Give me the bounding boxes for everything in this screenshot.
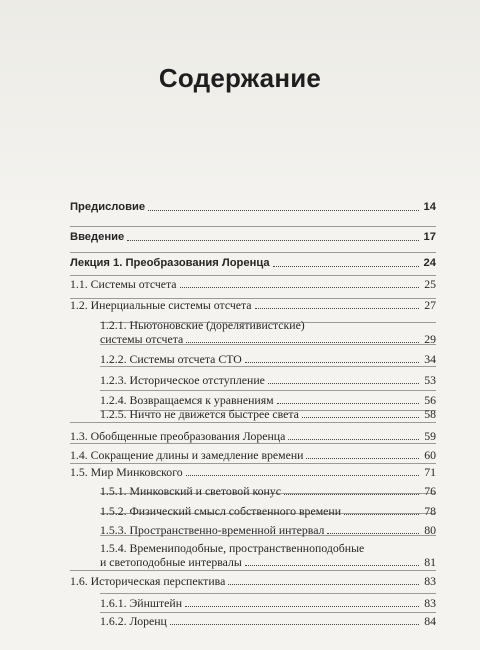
toc-entry-page: 56 (424, 393, 436, 407)
toc-entry-page: 17 (423, 231, 436, 243)
divider (100, 593, 436, 594)
divider (100, 612, 436, 613)
toc-entry-1-3[interactable] (70, 429, 436, 443)
dot-leader (245, 362, 419, 363)
toc-entry-title: 1.5.3. Пространственно-временной интервал (100, 523, 325, 537)
divider (70, 443, 436, 444)
toc-entry-title: 1.5.2. Физический смысл собственного времени (100, 504, 342, 518)
dot-leader (180, 287, 419, 288)
dot-leader (127, 240, 419, 241)
dot-leader (302, 417, 419, 418)
toc-entry-title: 1.2.1. Ньютоновские (дорелятивистские) (100, 318, 305, 332)
toc-entry-1-5-3[interactable] (100, 523, 436, 537)
toc-entry-1-2-5[interactable] (100, 407, 436, 421)
toc-entry-title: 1.6.1. Эйнштейн (100, 596, 183, 610)
divider (100, 366, 436, 367)
divider (70, 570, 436, 571)
toc-entry-1-2-3[interactable] (100, 373, 436, 387)
toc-entry-page: 25 (424, 277, 436, 291)
divider (70, 463, 436, 464)
divider (100, 390, 436, 391)
toc-entry-title: 1.2. Инерциальные системы отсчета (70, 298, 252, 312)
dot-leader (327, 533, 419, 534)
toc-entry-title: 1.2.2. Системы отсчета СТО (100, 352, 242, 366)
toc-entry-title: Предисловие (70, 201, 146, 213)
toc-entry-1-2-4[interactable] (100, 393, 436, 407)
toc-entry-1-2[interactable] (70, 298, 436, 312)
toc-entry-title-continued: и светоподобные интервалы (100, 555, 242, 569)
toc-entry-title: 1.6.2. Лоренц (100, 614, 167, 628)
toc-entry-page: 84 (424, 614, 436, 628)
toc-entry-page: 71 (424, 465, 436, 479)
toc-entry-1-2-1-line1[interactable] (100, 318, 436, 332)
toc-entry-title: 1.5.1. Минковский и световой конус (100, 484, 281, 498)
toc-entry-1-5[interactable] (70, 465, 436, 479)
toc-entry-lecture-1[interactable] (70, 256, 436, 270)
toc-entry-title: 1.3. Обобщенные преобразования Лоренца (70, 429, 286, 443)
toc-entry-introduction[interactable] (70, 230, 436, 244)
toc-entry-page: 58 (424, 407, 436, 421)
toc-entry-title: 1.6. Историческая перспектива (70, 574, 226, 588)
toc-entry-1-4[interactable] (70, 448, 436, 462)
toc-entry-title-continued: системы отсчета (100, 332, 184, 346)
dot-leader (306, 458, 419, 459)
dot-leader (344, 514, 419, 515)
toc-entry-1-2-1[interactable] (100, 332, 436, 346)
toc-entry-page: 27 (424, 298, 436, 312)
toc-entry-page: 76 (424, 484, 436, 498)
dot-leader (186, 342, 419, 343)
toc-entry-1-6-2[interactable] (100, 614, 436, 628)
toc-entry-page: 80 (424, 523, 436, 537)
divider (70, 275, 436, 276)
toc-entry-1-5-4[interactable] (100, 555, 436, 569)
toc-entry-page: 34 (424, 352, 436, 366)
toc-entry-1-5-4-line1[interactable] (100, 541, 436, 555)
toc-entry-page: 24 (423, 257, 436, 269)
toc-entry-page: 78 (424, 504, 436, 518)
toc-entry-preface[interactable] (70, 200, 436, 214)
toc-entry-title: Лекция 1. Преобразования Лоренца (70, 257, 270, 269)
toc-entry-page: 14 (423, 201, 436, 213)
toc-entry-title: 1.1. Системы отсчета (70, 277, 177, 291)
dot-leader (228, 584, 419, 585)
toc-entry-page: 53 (424, 373, 436, 387)
toc-entry-title: Введение (70, 231, 125, 243)
dot-leader (255, 308, 419, 309)
toc-entry-1-6-1[interactable] (100, 596, 436, 610)
toc-entry-title: 1.4. Сокращение длины и замедление времени (70, 448, 304, 462)
toc-entry-1-6[interactable] (70, 574, 436, 588)
toc-entry-page: 83 (424, 574, 436, 588)
toc-entry-page: 81 (424, 555, 436, 569)
toc-entry-page: 83 (424, 596, 436, 610)
toc-entry-title: 1.5.4. Времениподобные, пространственноподобные (100, 541, 365, 555)
toc-entry-title: 1.2.5. Ничто не движется быстрее света (100, 407, 299, 421)
toc-entry-page: 29 (424, 332, 436, 346)
toc-entry-title: 1.5. Мир Минковского (70, 465, 183, 479)
toc-entry-page: 59 (424, 429, 436, 443)
divider (70, 422, 436, 423)
dot-leader (245, 565, 419, 566)
dot-leader (185, 606, 419, 607)
dot-leader (284, 494, 419, 495)
toc-entry-page: 60 (424, 448, 436, 462)
toc-entry-1-5-2[interactable] (100, 504, 436, 518)
toc-entry-1-1[interactable] (70, 277, 436, 291)
toc-entry-1-2-2[interactable] (100, 352, 436, 366)
toc-entry-title: 1.2.4. Возвращаемся к уравнениям (100, 393, 274, 407)
toc-entry-title: 1.2.3. Историческое отступление (100, 373, 265, 387)
divider (70, 252, 436, 253)
page-title: Содержание (158, 63, 322, 93)
bleed-through-background (0, 0, 480, 215)
dot-leader (273, 266, 419, 267)
dot-leader (186, 475, 419, 476)
dot-leader (268, 383, 419, 384)
toc-entry-1-5-1[interactable] (100, 484, 436, 498)
dot-leader (148, 210, 419, 211)
dot-leader (277, 403, 419, 404)
divider (70, 226, 436, 227)
dot-leader (170, 624, 419, 625)
dot-leader (288, 439, 419, 440)
